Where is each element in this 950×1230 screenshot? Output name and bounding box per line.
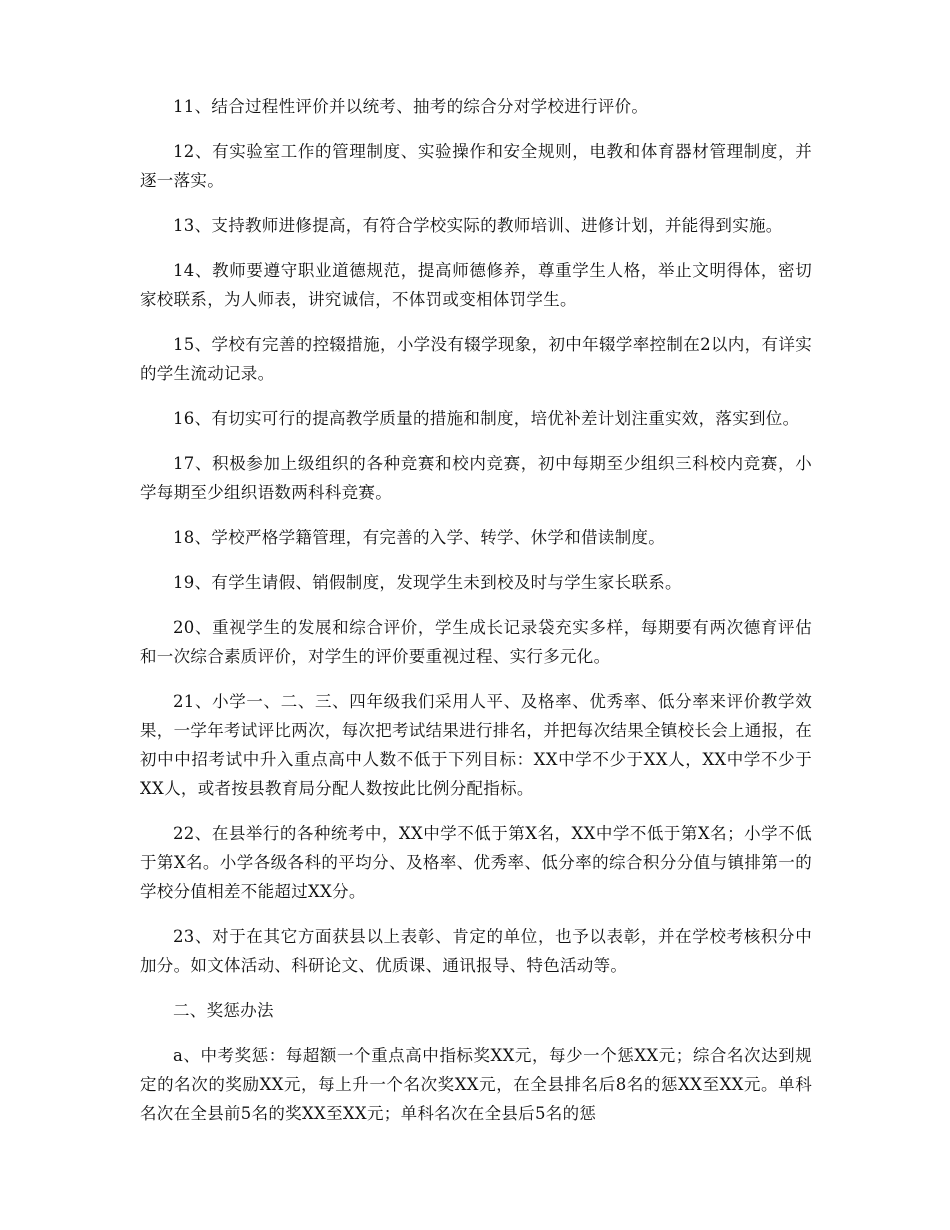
- section-heading: 二、奖惩办法: [173, 1001, 274, 1020]
- paragraph-20: 20、重视学生的发展和综合评价，学生成长记录袋充实多样，每期要有两次德育评估和一次综合素质评价，对学生的评价要重视过程、实行多元化。: [140, 618, 812, 666]
- paragraph-12: 12、有实验室工作的管理制度、实验操作和安全规则，电教和体育器材管理制度，并逐一落实。: [140, 142, 812, 190]
- paragraph-17: 17、积极参加上级组织的各种竞赛和校内竞赛，初中每期至少组织三科校内竞赛，小学每期至少组织语数两科科竞赛。: [140, 454, 812, 502]
- paragraph-21: 21、小学一、二、三、四年级我们采用人平、及格率、优秀率、低分率来评价教学效果，一学年考试评比两次，每次把考试结果进行排名，并把每次结果全镇校长会上通报，在初中中招考试中升入重点高中人数不低于下列目标：XX中学不少于XX人，XX中学不少于XX人，或者按县教育局分配人数按此比例分配指标。: [140, 692, 812, 798]
- document-body: [140, 92, 812, 1144]
- paragraph-23: 23、对于在其它方面获县以上表彰、肯定的单位，也予以表彰，并在学校考核积分中加分。如文体活动、科研论文、优质课、通讯报导、特色活动等。: [140, 927, 812, 975]
- paragraph-13: 13、支持教师进修提高，有符合学校实际的教师培训、进修计划，并能得到实施。: [173, 216, 783, 235]
- paragraph-14: 14、教师要遵守职业道德规范，提高师德修养，尊重学生人格，举止文明得体，密切家校联系，为人师表，讲究诚信，不体罚或变相体罚学生。: [140, 261, 812, 309]
- paragraph-16: 16、有切实可行的提高教学质量的措施和制度，培优补差计划注重实效，落实到位。: [173, 409, 800, 428]
- paragraph-a: a、中考奖惩：每超额一个重点高中指标奖XX元，每少一个惩XX元；综合名次达到规定的名次的奖励XX元，每上升一个名次奖XX元，在全县排名后8名的惩XX至XX元。单科名次在全县前5名的奖XX至XX元；单科名次在全县后5名的惩: [140, 1046, 812, 1123]
- paragraph-22: 22、在县举行的各种统考中，XX中学不低于第X名，XX中学不低于第X名；小学不低于第X名。小学各级各科的平均分、及格率、优秀率、低分率的综合积分分值与镇排第一的学校分值相差不能超过XX分。: [140, 824, 812, 901]
- paragraph-15: 15、学校有完善的控辍措施，小学没有辍学现象，初中年辍学率控制在2以内，有详实的学生流动记录。: [140, 335, 812, 383]
- paragraph-18: 18、学校严格学籍管理，有完善的入学、转学、休学和借读制度。: [173, 528, 665, 547]
- paragraph-11: 11、结合过程性评价并以统考、抽考的综合分对学校进行评价。: [173, 97, 649, 116]
- paragraph-19: 19、有学生请假、销假制度，发现学生未到校及时与学生家长联系。: [173, 573, 682, 592]
